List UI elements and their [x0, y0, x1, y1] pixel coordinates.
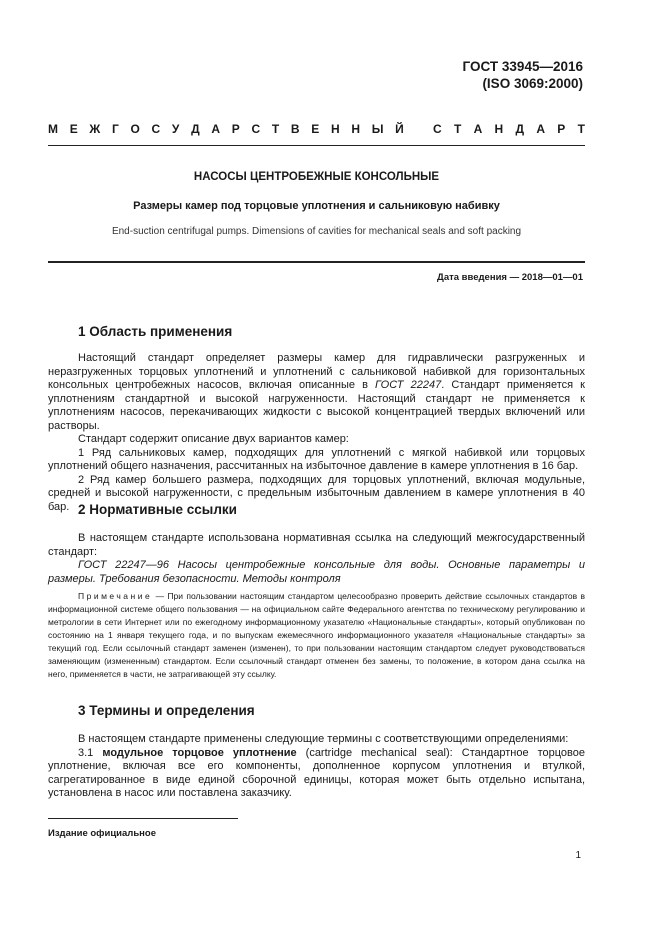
banner-letter: Т: [271, 122, 280, 136]
variants-intro: Стандарт содержит описание двух вариантов камер:: [78, 433, 349, 445]
banner-letter: В: [290, 122, 300, 136]
banner-letter: Т: [453, 122, 462, 136]
variant-1: 1 Ряд сальниковых камер, подходящих для уплотнений с мягкой набивкой или торцовых уплотнений общего назначения, рассчитанных на избыточное давление в камере уплотнения в 16 бар.: [48, 446, 585, 472]
section-3-body: [48, 733, 585, 801]
banner-word-interstate: [48, 122, 404, 136]
banner-letter: Н: [351, 122, 361, 136]
banner-letter: М: [48, 122, 58, 136]
banner-letter: Н: [330, 122, 340, 136]
header-divider: [48, 145, 585, 146]
standard-type-banner: [48, 122, 585, 136]
document-title: НАСОСЫ ЦЕНТРОБЕЖНЫЕ КОНСОЛЬНЫЕ: [193, 171, 440, 183]
banner-letter: Е: [311, 122, 320, 136]
section-2-body: [48, 532, 585, 586]
banner-letter: Д: [191, 122, 200, 136]
official-edition-label: Издание официальное: [48, 828, 156, 839]
section-1-body: [48, 352, 585, 514]
standard-designation: [463, 58, 583, 92]
banner-letter: С: [433, 122, 442, 136]
section-1-heading: 1 Область применения: [78, 324, 233, 339]
scope-paragraph: Настоящий стандарт определяет размеры камер для гидравлически разгруженных и неразгруженных торцовых уплотнений и уплотнений с сальниковой набивкой для горизонтальных консольных центробежных насосов, включая описанные в ГОСТ 22247. Стандарт применяется к уплотнениям стандартной и высокой нагруженности. Настоящий стандарт не применяется к уплотнениям насосов, перекачивающих жидкости с высокой концентрацией твердых включений или растворы.: [48, 352, 585, 432]
normative-ref-intro: В настоящем стандарте использована нормативная ссылка на следующий межгосударственный стандарт:: [48, 532, 585, 558]
banner-letter: С: [251, 122, 261, 136]
banner-letter: Е: [69, 122, 78, 136]
banner-letter: Р: [557, 122, 566, 136]
banner-letter: Д: [515, 122, 525, 136]
english-title: End-suction centrifugal pumps. Dimensions of cavities for mechanical seals and soft packing: [111, 226, 522, 237]
variant-2: 2 Ряд камер большего размера, подходящих для торцовых уплотнений, включая модульные, средней и высокой нагруженности, с предельным избыточным давлением в камере уплотнения в 40 бар.: [48, 473, 585, 513]
section-2-heading: 2 Нормативные ссылки: [78, 502, 237, 517]
normative-ref-gost-22247-96: ГОСТ 22247—96 Насосы центробежные консольные для воды. Основные параметры и размеры. Требования безопасности. Методы контроля: [48, 559, 585, 585]
note-text: — При пользовании настоящим стандартом целесообразно проверить действие ссылочных стандартов в информационной системе общего пользования — на официальном сайте Федерального агентства по техническому регулированию и метрологии в сети Интернет или по ежегодному информационному указателю «Национальные стандарты», который опубликован по состоянию на 1 января текущего года, и по выпускам ежемесячного информационного указателя «Национальные стандарты» за текущий год. Если ссылочный стандарт заменен (изменен), то при пользовании настоящим стандартом следует руководствоваться заменяющим (измененным) стандартом. Если ссылочный стандарт отменен без замены, то положение, в котором дана ссылка на него, применяется в части, не затрагивающей эту ссылку.: [48, 591, 585, 679]
banner-letter: А: [536, 122, 545, 136]
intro-date: Дата введения — 2018—01—01: [437, 272, 583, 283]
banner-letter: Н: [494, 122, 504, 136]
banner-letter: Р: [231, 122, 240, 136]
banner-letter: С: [151, 122, 161, 136]
document-subtitle: Размеры камер под торцовые уплотнения и сальниковую набивку: [133, 200, 500, 212]
standard-number: ГОСТ 33945—2016: [462, 59, 583, 74]
banner-letter: А: [473, 122, 483, 136]
banner-letter: У: [171, 122, 180, 136]
gost-22247-ref: ГОСТ 22247: [375, 379, 442, 391]
banner-letter: А: [211, 122, 221, 136]
term-name: модульное торцовое уплотнение: [102, 746, 297, 759]
normative-note: [48, 590, 585, 681]
banner-letter: Т: [577, 122, 585, 136]
title-divider: [48, 261, 585, 263]
banner-letter: Ж: [89, 122, 101, 136]
iso-number: (ISO 3069:2000): [482, 76, 583, 91]
page-number: 1: [575, 850, 581, 861]
section-3-heading: 3 Термины и определения: [78, 703, 255, 718]
term-3-1: 3.1 модульное торцовое уплотнение (cartridge mechanical seal): Стандартное торцовое уплотнение, включая все его компоненты, дополненное корпусом уплотнения и втулкой, сагрегатированное в виде единой сборочной единицы, которая может быть отдельно испытана, установлена в насос или поставлена заказчику.: [48, 746, 585, 799]
banner-letter: Г: [111, 122, 119, 136]
banner-letter: О: [130, 122, 140, 136]
banner-letter: Й: [395, 122, 404, 136]
banner-letter: Ы: [371, 122, 384, 136]
footer-divider: [48, 818, 238, 819]
terms-intro: В настоящем стандарте применены следующие термины с соответствующими определениями:: [78, 733, 569, 745]
note-label: Примечание: [78, 591, 153, 601]
banner-word-standard: [433, 122, 585, 136]
